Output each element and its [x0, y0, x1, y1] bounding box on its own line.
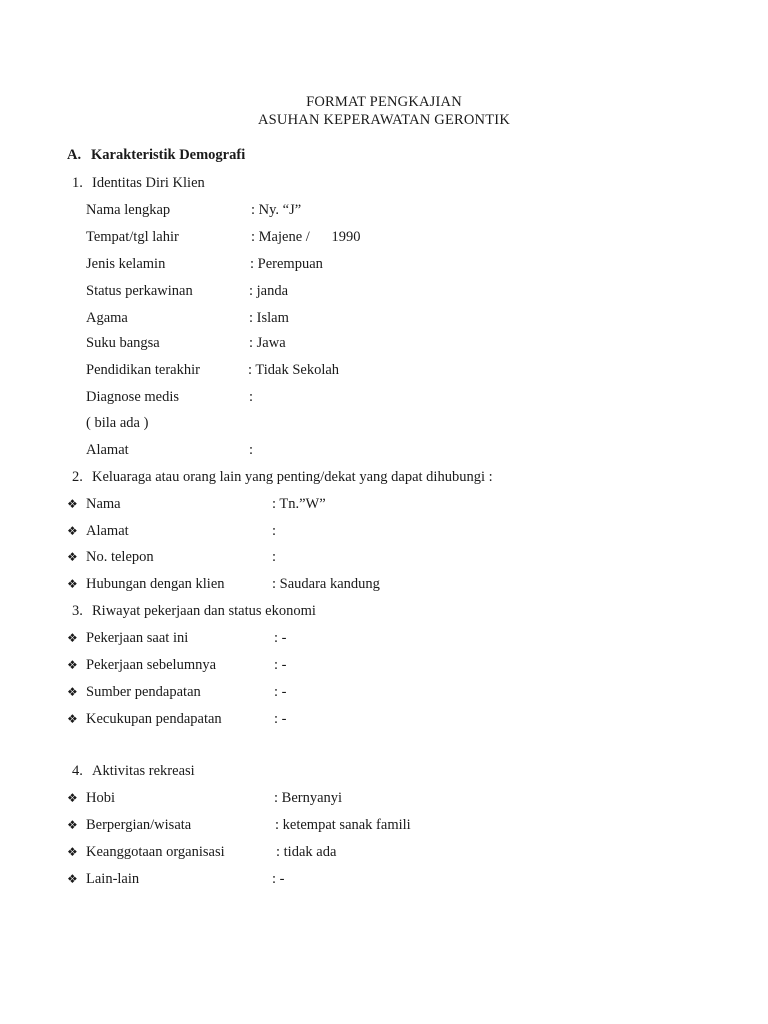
diamond-bullet-icon: ❖ — [67, 818, 78, 832]
diamond-bullet-icon: ❖ — [67, 631, 78, 645]
diamond-bullet-icon: ❖ — [67, 658, 78, 672]
field-value: : — [272, 523, 277, 539]
identity-row-alamat — [0, 440, 768, 460]
field-value: : Majene / 1990 — [251, 229, 361, 245]
identity-row-nama-lengkap — [0, 200, 768, 220]
identity-row-tempat-lahir — [0, 227, 768, 247]
field-label: Agama — [86, 310, 128, 326]
work-row-kecukupan-pendapatan — [0, 709, 768, 729]
recreation-row-lain-lain — [0, 869, 768, 889]
identity-row-diagnose-medis — [0, 387, 768, 407]
field-label: Pekerjaan sebelumnya — [86, 657, 217, 673]
contact-row-hubungan — [0, 574, 768, 594]
field-value: : — [249, 389, 254, 405]
work-row-sumber-pendapatan — [0, 682, 768, 702]
subsection-1 — [72, 173, 205, 193]
field-label: Hobi — [86, 790, 115, 806]
field-label: Berpergian/wisata — [86, 817, 192, 833]
diamond-bullet-icon: ❖ — [67, 845, 78, 859]
subsection-2 — [72, 467, 493, 487]
field-value: : Saudara kandung — [272, 576, 380, 592]
field-value: : - — [274, 711, 287, 727]
field-value: : janda — [249, 283, 289, 299]
identity-row-jenis-kelamin — [0, 254, 768, 274]
field-value: : — [272, 549, 277, 565]
subsection-title: Keluaraga atau orang lain yang penting/dekat yang dapat dihubungi : — [92, 469, 493, 485]
field-label: Kecukupan pendapatan — [86, 711, 222, 727]
diamond-bullet-icon: ❖ — [67, 872, 78, 886]
subsection-number: 2. — [72, 469, 83, 485]
recreation-row-berpergian — [0, 815, 768, 835]
subsection-title: Aktivitas rekreasi — [92, 763, 195, 779]
subsection-number: 4. — [72, 763, 83, 779]
subsection-4 — [72, 761, 195, 781]
field-value: : tidak ada — [276, 844, 337, 860]
field-label: Pekerjaan saat ini — [86, 630, 189, 646]
recreation-row-hobi — [0, 788, 768, 808]
work-row-pekerjaan-saat-ini — [0, 628, 768, 648]
field-label: Keanggotaan organisasi — [86, 844, 225, 860]
field-label: Status perkawinan — [86, 283, 193, 299]
field-value: : Tn.”W” — [272, 496, 326, 512]
section-a-heading — [67, 147, 245, 164]
field-label: Hubungan dengan klien — [86, 576, 225, 592]
field-label: Pendidikan terakhir — [86, 362, 200, 378]
subsection-number: 1. — [72, 175, 83, 191]
diamond-bullet-icon: ❖ — [67, 524, 78, 538]
identity-row-status-perkawinan — [0, 281, 768, 301]
diamond-bullet-icon: ❖ — [67, 550, 78, 564]
field-label: Suku bangsa — [86, 335, 160, 351]
field-value: : - — [272, 871, 285, 887]
diamond-bullet-icon: ❖ — [67, 712, 78, 726]
field-label: Sumber pendapatan — [86, 684, 201, 700]
section-a-letter: A. — [67, 147, 82, 163]
subsection-number: 3. — [72, 603, 83, 619]
subsection-3 — [72, 601, 316, 621]
diamond-bullet-icon: ❖ — [67, 685, 78, 699]
identity-row-bila-ada — [0, 413, 768, 433]
document-title-line1: FORMAT PENGKAJIAN — [306, 94, 462, 110]
field-label: No. telepon — [86, 549, 154, 565]
diamond-bullet-icon: ❖ — [67, 497, 78, 511]
field-value: : ketempat sanak famili — [275, 817, 411, 833]
field-label: Jenis kelamin — [86, 256, 166, 272]
field-value: : Ny. “J” — [251, 202, 302, 218]
field-label: Lain-lain — [86, 871, 140, 887]
recreation-row-organisasi — [0, 842, 768, 862]
identity-row-suku-bangsa — [0, 333, 768, 353]
field-label: Diagnose medis — [86, 389, 180, 405]
work-row-pekerjaan-sebelumnya — [0, 655, 768, 675]
diamond-bullet-icon: ❖ — [67, 791, 78, 805]
field-label: Nama lengkap — [86, 202, 171, 218]
field-label: Alamat — [86, 523, 129, 539]
field-label: ( bila ada ) — [86, 415, 149, 431]
document-title-line2: ASUHAN KEPERAWATAN GERONTIK — [258, 112, 510, 128]
section-a-title: Karakteristik Demografi — [91, 147, 246, 163]
field-value: : - — [274, 657, 287, 673]
subsection-title: Identitas Diri Klien — [92, 175, 205, 191]
contact-row-alamat — [0, 521, 768, 541]
field-value: : Islam — [249, 310, 289, 326]
identity-row-pendidikan — [0, 360, 768, 380]
field-value: : Tidak Sekolah — [248, 362, 340, 378]
field-value: : Jawa — [249, 335, 286, 351]
identity-row-agama — [0, 308, 768, 328]
field-label: Alamat — [86, 442, 129, 458]
diamond-bullet-icon: ❖ — [67, 577, 78, 591]
field-value: : Bernyanyi — [274, 790, 343, 806]
field-value: : Perempuan — [250, 256, 323, 272]
field-value: : - — [274, 630, 287, 646]
subsection-title: Riwayat pekerjaan dan status ekonomi — [92, 603, 316, 619]
field-value: : - — [274, 684, 287, 700]
field-label: Nama — [86, 496, 121, 512]
contact-row-telepon — [0, 547, 768, 567]
contact-row-nama — [0, 494, 768, 514]
field-value: : — [249, 442, 254, 458]
field-label: Tempat/tgl lahir — [86, 229, 179, 245]
